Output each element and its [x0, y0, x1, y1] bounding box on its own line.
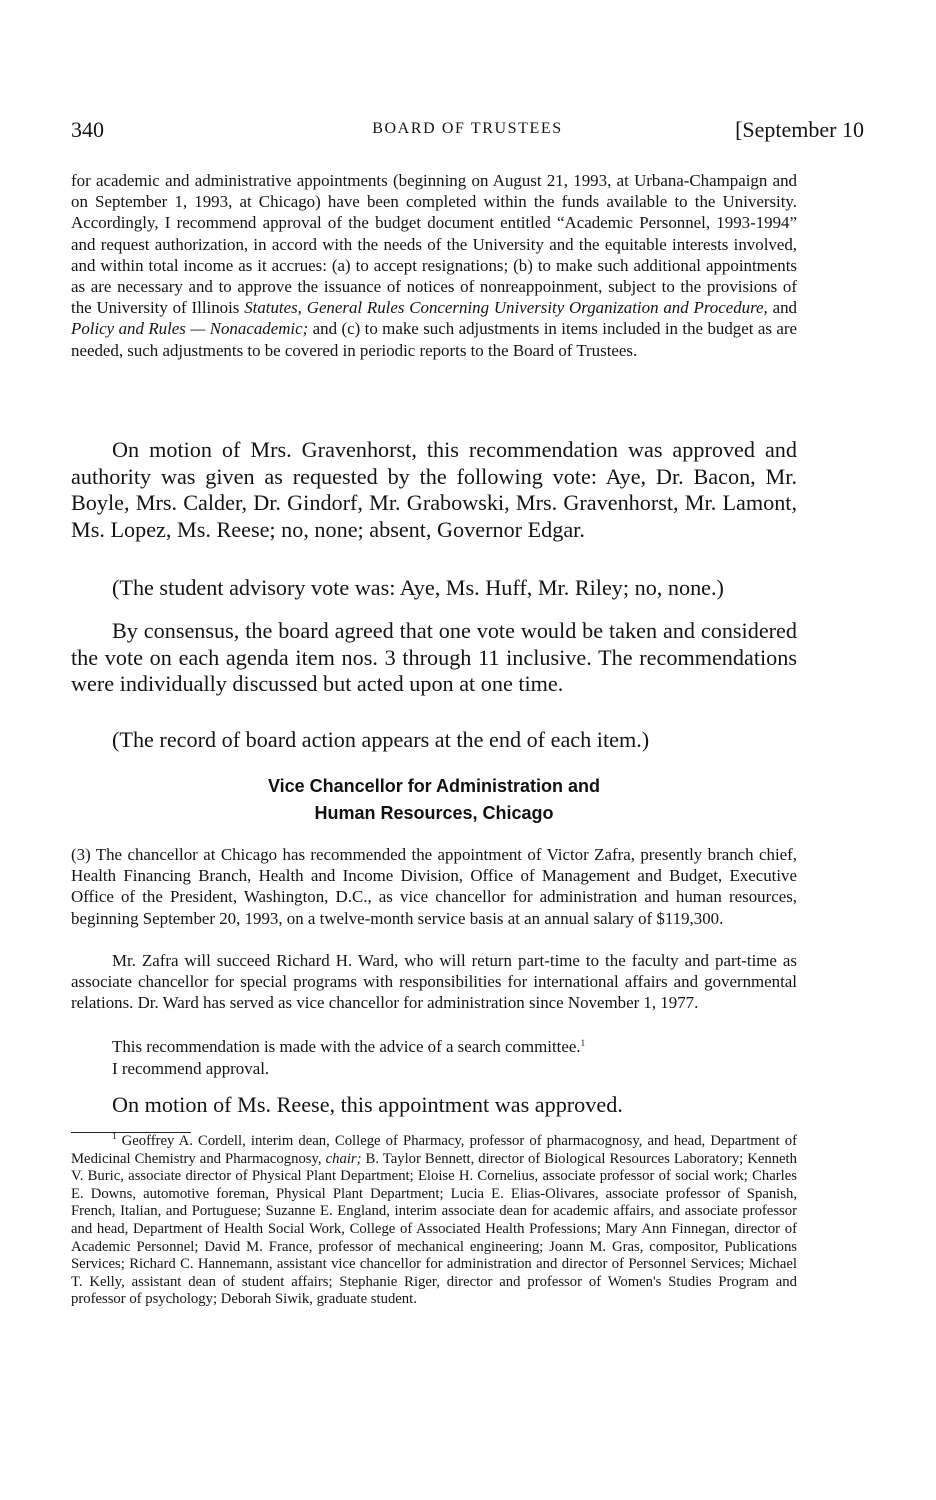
search-committee-text: This recommendation is made with the advice of a search committee.	[112, 1037, 581, 1056]
budget-paragraph	[71, 170, 797, 361]
footnote-text-1: Geoffrey A. Cordell, interim dean, College of Pharmacy, professor of pharmacognosy, and head, Department of Medicinal Chemistry and Pharmacognosy,	[71, 1133, 797, 1167]
budget-text-1: for academic and administrative appointments (beginning on August 21, 1993, at Urbana-Champaign and on September 1, 1993, at Chicago) have been completed within the funds available to the University. Accordingly, I recommend approval of the budget document entitled “Academic Personnel, 1993-1994” and request authorization, in accord with the needs of the University and the equitable interests involved, and within total income as it accrues: (a) to accept resignations; (b) to make such additional appointments as are necessary and to approve the issuance of notices of nonreappoinment, subject to the provisions of the University of Illinois	[71, 171, 797, 318]
item-3-paragraph: (3) The chancellor at Chicago has recommended the appointment of Victor Zafra, presently branch chief, Health Financing Branch, Health and Income Division, Office of Management and Budget, Executive Office of the President, Washington, D.C., as vice chancellor for administration and human resources, beginning September 20, 1993, on a twelve-month service basis at an annual salary of $119,300.	[71, 845, 797, 928]
footnote	[71, 1133, 797, 1309]
footnote-marker: 1	[112, 1131, 117, 1141]
footnote-reference: 1	[580, 1038, 586, 1048]
student-vote-paragraph: (The student advisory vote was: Aye, Ms. Huff, Mr. Riley; no, none.)	[112, 575, 724, 600]
section-heading-line-1: Vice Chancellor for Administration and	[267, 776, 601, 796]
consensus-paragraph: By consensus, the board agreed that one vote would be taken and considered the vote on each agenda item nos. 3 through 11 inclusive. The recommendations were individually discussed but acted upon at one time.	[71, 618, 797, 697]
budget-text-italic-1: Statutes, General Rules Concerning University Organization and Procedure,	[244, 298, 768, 318]
budget-text-2: and	[767, 298, 797, 318]
running-title: BOARD OF TRUSTEES	[372, 120, 563, 137]
page-number: 340	[71, 117, 104, 142]
header-date: [September 10	[735, 117, 864, 142]
search-committee-paragraph	[71, 1036, 797, 1057]
budget-text-3: and (c) to make such adjustments in items included in the budget as are needed, such adjustments to be covered in periodic reports to the Board of Trustees.	[71, 319, 797, 360]
section-heading-line-2: Human Resources, Chicago	[314, 803, 554, 823]
budget-text-italic-2: Policy and Rules — Nonacademic;	[71, 319, 309, 339]
footnote-text-2: B. Taylor Bennett, director of Biological Resources Laboratory; Kenneth V. Buric, associate director of Physical Plant Department; Eloise H. Cornelius, associate professor of social work; Charles E. Downs, automotive foreman, Physical Plant Department; Lucia E. Elias-Olivares, associate professor of Spanish, French, Italian, and Portuguese; Suzanne E. England, interim associate dean for academic affairs, and associate professor and head, Department of Health Social Work, College of Associated Health Professions; Mary Ann Finnegan, director of Academic Personnel; David M. France, professor of mechanical engineering; Joann M. Gras, compositor, Publications Services; Richard C. Hannemann, assistant vice chancellor for administration and director of Personnel Services; Michael T. Kelly, assistant dean of student affairs; Stephanie Riger, director and professor of Women's Studies Program and professor of psychology; Deborah Siwik, graduate student.	[71, 1150, 797, 1308]
succession-paragraph: Mr. Zafra will succeed Richard H. Ward, who will return part-time to the faculty and part-time as associate chancellor for special programs with responsibilities for international affairs and governmental relations. Dr. Ward has served as vice chancellor for administration since November 1, 1977.	[71, 951, 797, 1013]
recommend-paragraph: I recommend approval.	[112, 1059, 270, 1078]
footnote-chair: chair;	[325, 1150, 362, 1167]
record-note-paragraph: (The record of board action appears at the end of each item.)	[112, 727, 650, 752]
motion-paragraph: On motion of Mrs. Gravenhorst, this recommendation was approved and authority was given as requested by the following vote: Aye, Dr. Bacon, Mr. Boyle, Mrs. Calder, Dr. Gindorf, Mr. Grabowski, Mrs. Gravenhorst, Mr. Lamont, Ms. Lopez, Ms. Reese; no, none; absent, Governor Edgar.	[71, 437, 797, 542]
motion-2-paragraph: On motion of Ms. Reese, this appointment was approved.	[112, 1092, 623, 1117]
page-header	[71, 117, 864, 147]
section-heading	[71, 773, 797, 827]
